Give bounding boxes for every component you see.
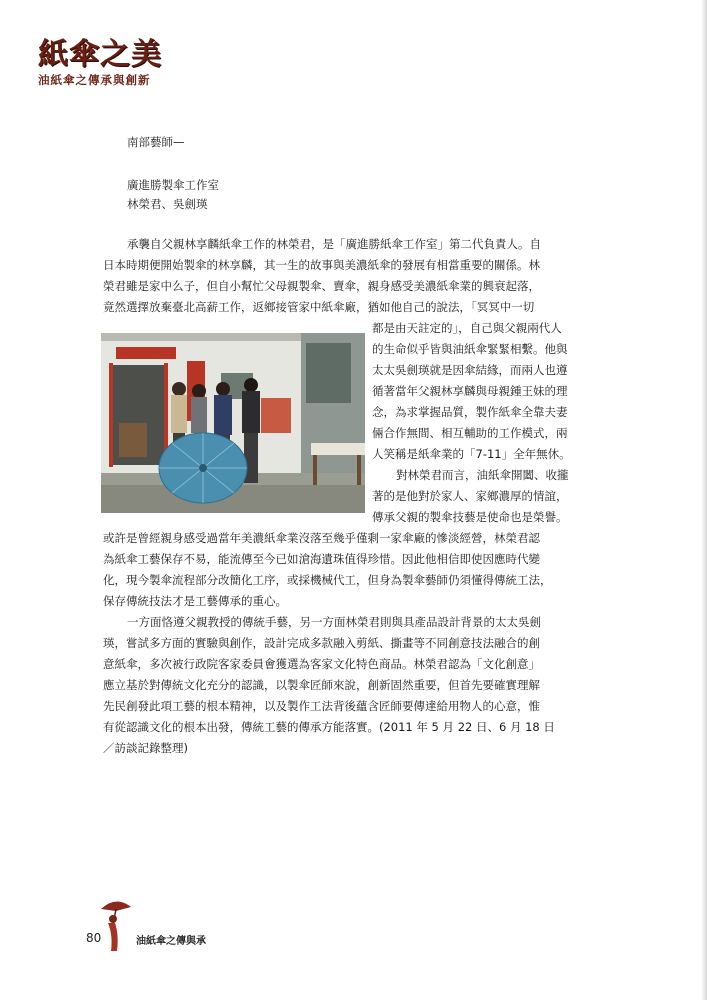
paragraph-2 [103,528,605,612]
text-line: 承襲自父親林享麟紙傘工作的林榮君，是「廣進勝紙傘工作室」第二代負責人。自 [127,237,541,251]
page-number: 80 [86,931,102,945]
paragraph-3 [103,612,605,759]
text-line: 著的是他對於家人、家鄉濃厚的情誼， [372,489,568,503]
text-line: 日本時期便開始製傘的林享麟，其一生的故事與美濃紙傘的發展有相當重要的關係。林 [103,258,540,272]
text-line: 倆合作無間、相互輔助的工作模式，兩 [372,426,568,440]
artist-names: 林榮君、吳劍瑛 [127,197,208,211]
artists-photo [101,333,365,513]
photo-illustration [101,333,365,513]
page-edge-shadow [701,0,707,1000]
studio-name: 廣進勝製傘工作室 [127,178,219,192]
text-line: 的生命似乎皆與油紙傘緊緊相繫。他與 [372,342,568,356]
text-line: 竟然選擇放棄臺北高薪工作，返鄉接管家中紙傘廠，猶如他自己的說法，「冥冥中一切 [103,300,535,314]
text-line: 為紙傘工藝保存不易，能流傳至今已如滄海遺珠值得珍惜。因此他相信即使因應時代變 [103,552,540,566]
text-line: 循著當年父親林享麟與母親鍾王妹的理 [372,384,568,398]
section-heading: 南部藝師— [127,135,185,149]
text-line: ／訪談記錄整理) [103,741,188,755]
header-logo [38,38,178,88]
text-line: 榮君雖是家中么子，但自小幫忙父母親製傘、賣傘，親身感受美濃紙傘業的興衰起落， [103,279,540,293]
text-line: 念，為求掌握品質，製作紙傘全靠夫妻 [372,405,568,419]
text-line: 對林榮君而言，油紙傘開闔、收攏 [396,468,569,482]
text-line: 都是由天註定的」，自己與父親兩代人 [372,321,562,335]
text-line: 先民創發此項工藝的根本精神，以及製作工法背後蘊含匠師要傳達給用物人的心意，惟 [103,699,540,713]
footer-label: 油紙傘之傳與承 [136,936,206,947]
text-line: 有從認識文化的根本出發，傳統工藝的傳承方能落實。(2011 年 5 月 22 日、6 月 18 日 [103,720,555,734]
paragraph-1-continued [372,318,605,528]
text-line: 保存傳統技法才是工藝傳承的重心。 [103,594,287,608]
text-line: 瑛，嘗試多方面的實驗與創作，設計完成多款融入剪紙、撕畫等不同創意技法融合的創 [103,636,540,650]
text-line: 一方面恪遵父親教授的傳統手藝，另一方面林榮君則與具產品設計背景的太太吳劍 [127,615,541,629]
text-line: 化，現今製傘流程部分改簡化工序，或採機械代工，但身為製傘藝師仍須懂得傳統工法， [103,573,552,587]
logo-subtitle: 油紙傘之傳承與創新 [38,73,151,87]
paragraph-1 [103,234,605,318]
text-line: 傳承父親的製傘技藝是使命也是榮譽。 [372,510,568,524]
logo-title: 紙傘之美 [38,37,162,72]
text-line: 或許是曾經親身感受過當年美濃紙傘業沒落至幾乎僅剩一家傘廠的慘淡經營，林榮君認 [103,531,540,545]
text-line: 人笑稱是紙傘業的「7-11」全年無休。 [372,447,571,461]
text-line: 太太吳劍瑛就是因傘結緣，而兩人也遵 [372,363,568,377]
text-line: 意紙傘，多次被行政院客家委員會獲選為客家文化特色商品。林榮君認為「文化創意」 [103,657,540,671]
umbrella-figure-icon [99,895,133,953]
text-line: 應立基於對傳統文化充分的認識，以製傘匠師來說，創新固然重要，但首先要確實理解 [103,678,540,692]
